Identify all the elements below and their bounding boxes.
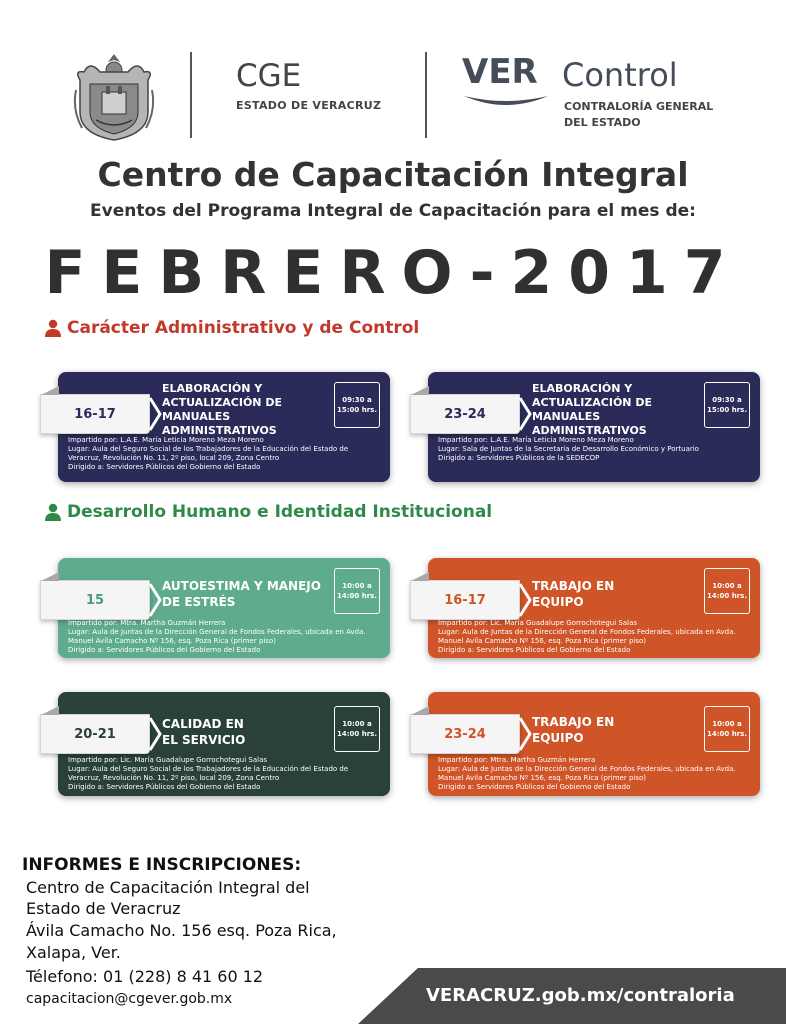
event-details <box>68 756 382 792</box>
event-detail-line: Impartido por: Lic. María Guadalupe Gorrochotegui Salas <box>438 619 638 627</box>
veracruz-coat-of-arms-icon <box>70 50 158 142</box>
event-detail-line: Impartido por: Mtra. Martha Guzmán Herrera <box>438 756 596 764</box>
cge-logo-text: CGE <box>236 58 302 94</box>
event-detail-line: Impartido por: L.A.E. María Leticia Moreno Meza Moreno <box>68 436 264 444</box>
event-detail-line: Impartido por: Lic. María Guadalupe Gorrochotegui Salas <box>68 756 268 764</box>
event-detail-line: Manuel Ávila Camacho Nº 156, esq. Poza Rica (primer piso) <box>68 637 276 645</box>
event-detail-line: Impartido por: Mtra. Martha Guzmán Herrera <box>68 619 226 627</box>
event-card <box>58 558 390 658</box>
event-detail-line: Lugar: Aula de Juntas de la Dirección General de Fondos Federales, ubicada en Avda. <box>438 628 736 636</box>
event-time-line: 14:00 hrs. <box>337 592 377 600</box>
event-detail-line: Lugar: Sala de Juntas de la Secretaría de Desarrollo Económico y Portuario <box>438 445 699 453</box>
event-title-line: DE ESTRÉS <box>162 595 236 609</box>
info-line: Centro de Capacitación Integral del <box>26 878 310 897</box>
event-time-line: 10:00 a <box>342 720 372 728</box>
section-label: Desarrollo Humano e Identidad Institucional <box>67 502 493 522</box>
event-detail-line: Dirigido a: Servidores Públicos del Gobierno del Estado <box>438 783 631 791</box>
event-card <box>428 372 760 482</box>
event-time-line: 09:30 a <box>712 396 742 404</box>
event-detail-line: Lugar: Aula de Juntas de la Dirección General de Fondos Federales, ubicada en Avda. <box>438 765 736 773</box>
person-icon <box>45 503 61 521</box>
info-phone: Télefono: 01 (228) 8 41 60 12 <box>26 967 264 986</box>
event-time-box <box>334 706 380 752</box>
event-date: 23-24 <box>410 714 520 754</box>
event-title-line: MANUALES ADMINISTRATIVOS <box>532 410 647 437</box>
event-detail-line: Manuel Ávila Camacho Nº 156, esq. Poza Rica (primer piso) <box>438 637 646 645</box>
ver-sub-line: DEL ESTADO <box>564 116 641 129</box>
info-line: Xalapa, Ver. <box>26 943 121 962</box>
event-detail-line: Veracruz, Revolución No. 11, 2º piso, local 209, Zona Centro <box>68 774 280 782</box>
event-detail-line: Lugar: Aula del Seguro Social de los Trabajadores de la Educación del Estado de <box>68 765 349 773</box>
chevron-right-icon <box>518 582 532 618</box>
chevron-right-icon <box>148 396 162 432</box>
event-detail-line: Lugar: Aula del Seguro Social de los Trabajadores de la Educación del Estado de <box>68 445 349 453</box>
event-date: 15 <box>40 580 150 620</box>
logo-swoosh-icon <box>462 92 550 110</box>
section-heading-human <box>45 502 492 522</box>
event-card <box>428 558 760 658</box>
event-details <box>438 756 752 792</box>
event-time-line: 09:30 a <box>342 396 372 404</box>
event-detail-line: Manuel Ávila Camacho Nº 156, esq. Poza Rica (primer piso) <box>438 774 646 782</box>
event-time-box <box>334 568 380 614</box>
event-details <box>438 619 752 655</box>
event-title <box>532 714 702 746</box>
event-title-line: TRABAJO EN <box>532 579 615 593</box>
event-title-line: ELABORACIÓN Y <box>532 382 633 395</box>
event-time-box <box>334 382 380 428</box>
month-heading: FEBRERO-2017 <box>44 238 742 308</box>
section-label: Carácter Administrativo y de Control <box>67 318 420 338</box>
event-time-line: 14:00 hrs. <box>707 592 747 600</box>
event-detail-line: Veracruz, Revolución No. 11, 2º piso, local 209, Zona Centro <box>68 454 280 462</box>
chevron-right-icon <box>148 716 162 752</box>
event-card <box>58 692 390 796</box>
event-detail-line: Dirigido a: Servidores Públicos de la SEDECOP <box>438 454 600 462</box>
event-time-line: 14:00 hrs. <box>707 730 747 738</box>
event-title-line: CALIDAD EN <box>162 717 244 731</box>
event-title-line: EQUIPO <box>532 595 584 609</box>
event-details <box>68 436 382 472</box>
chevron-right-icon <box>518 396 532 432</box>
event-title-line: TRABAJO EN <box>532 715 615 729</box>
event-detail-line: Dirigido a: Servidores Públicos del Gobierno del Estado <box>68 783 261 791</box>
event-title <box>162 716 332 748</box>
header-divider <box>190 52 192 138</box>
event-details <box>68 619 382 655</box>
event-detail-line: Dirigido a: Servidores Públicos del Gobierno del Estado <box>438 646 631 654</box>
event-title-line: EQUIPO <box>532 731 584 745</box>
event-title-line: EL SERVICIO <box>162 733 246 747</box>
event-time-line: 15:00 hrs. <box>337 406 377 414</box>
event-time-line: 10:00 a <box>712 582 742 590</box>
event-time-line: 10:00 a <box>342 582 372 590</box>
ver-control-logo-bold: VER <box>462 52 538 92</box>
header-divider <box>425 52 427 138</box>
info-line: Ávila Camacho No. 156 esq. Poza Rica, <box>26 921 337 940</box>
event-time-box <box>704 382 750 428</box>
event-title-line: MANUALES ADMINISTRATIVOS <box>162 410 277 437</box>
event-card <box>58 372 390 482</box>
event-detail-line: Dirigido a: Servidores Públicos del Gobierno del Estado <box>68 646 261 654</box>
chevron-right-icon <box>518 716 532 752</box>
event-title-line: ELABORACIÓN Y <box>162 382 263 395</box>
event-time-line: 15:00 hrs. <box>707 406 747 414</box>
event-title-line: ACTUALIZACIÓN DE <box>162 396 282 409</box>
cge-logo-subtitle: ESTADO DE VERACRUZ <box>236 99 382 112</box>
ver-control-logo-subtitle <box>564 99 744 131</box>
event-time-box <box>704 706 750 752</box>
event-title-line: ACTUALIZACIÓN DE <box>532 396 652 409</box>
info-heading: INFORMES E INSCRIPCIONES: <box>22 855 302 875</box>
section-heading-admin <box>45 318 419 338</box>
event-date: 16-17 <box>410 580 520 620</box>
event-time-line: 10:00 a <box>712 720 742 728</box>
event-title-line: AUTOESTIMA Y MANEJO <box>162 579 321 593</box>
event-title <box>532 578 702 610</box>
event-detail-line: Lugar: Aula de Juntas de la Dirección General de Fondos Federales, ubicada en Avda. <box>68 628 366 636</box>
event-details <box>438 436 752 463</box>
event-time-box <box>704 568 750 614</box>
chevron-right-icon <box>148 582 162 618</box>
ver-sub-line: CONTRALORÍA GENERAL <box>564 100 714 113</box>
event-date: 20-21 <box>40 714 150 754</box>
page-subtitle: Eventos del Programa Integral de Capacitación para el mes de: <box>90 201 696 221</box>
event-time-line: 14:00 hrs. <box>337 730 377 738</box>
info-line: Estado de Veracruz <box>26 899 181 918</box>
event-date: 16-17 <box>40 394 150 434</box>
event-card <box>428 692 760 796</box>
event-detail-line: Dirigido a: Servidores Públicos del Gobierno del Estado <box>68 463 261 471</box>
event-date: 23-24 <box>410 394 520 434</box>
info-email-link[interactable]: capacitacion@cgever.gob.mx <box>26 991 233 1007</box>
page-title: Centro de Capacitación Integral <box>97 155 689 194</box>
event-title <box>532 382 702 438</box>
person-icon <box>45 319 61 337</box>
ver-control-logo-light: Control <box>562 56 678 94</box>
event-title <box>162 382 332 438</box>
event-title <box>162 578 332 610</box>
website-link[interactable]: VERACRUZ.gob.mx/contraloria <box>426 985 735 1006</box>
event-detail-line: Impartido por: L.A.E. María Leticia Moreno Meza Moreno <box>438 436 634 444</box>
